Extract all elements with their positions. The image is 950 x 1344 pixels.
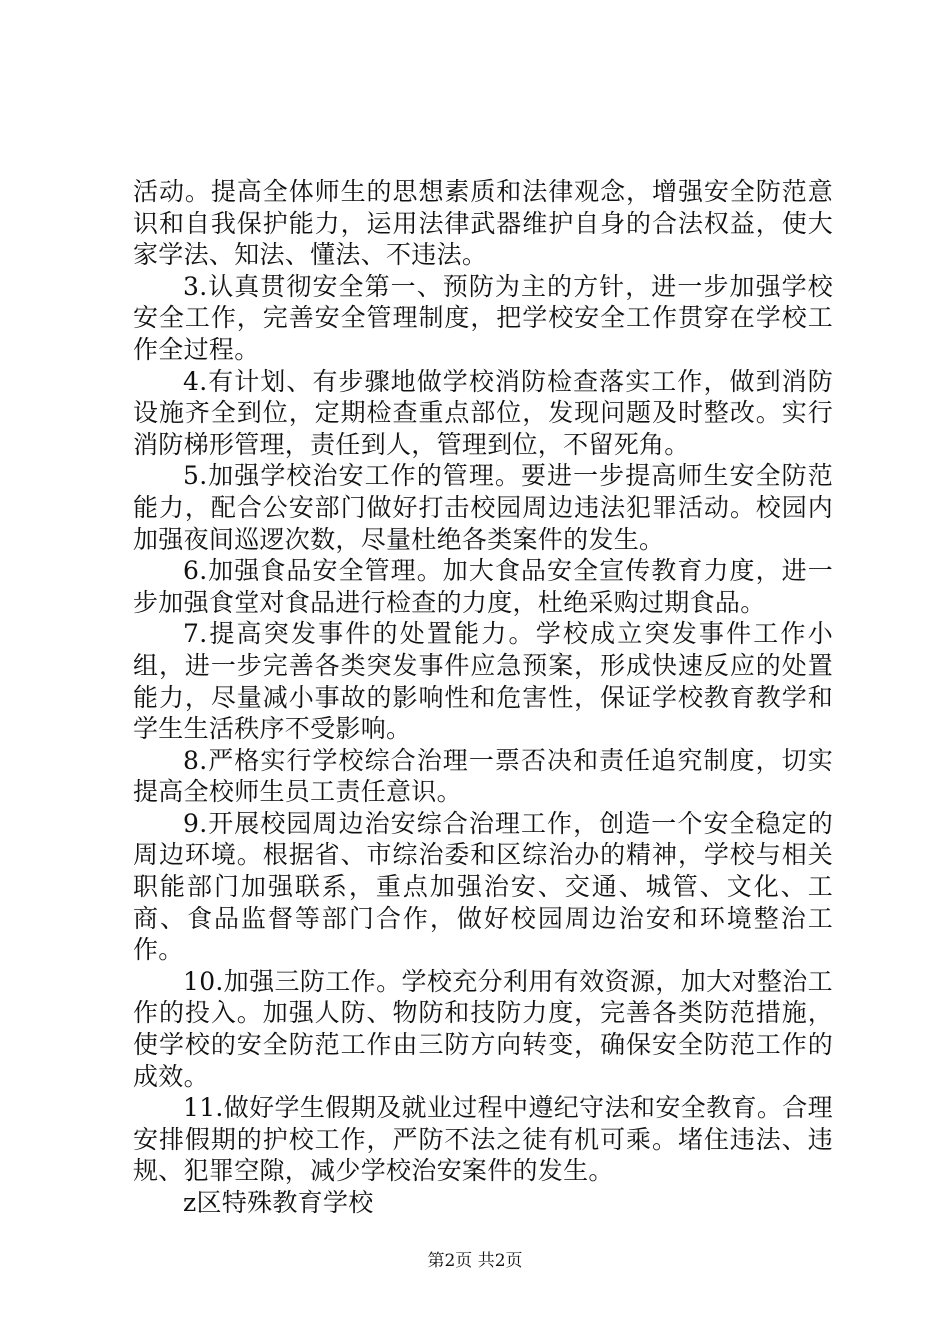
paragraph-item-7: 7.提高突发事件的处置能力。学校成立突发事件工作小组，进一步完善各类突发事件应急预案，形成快速反应的处置能力，尽量减小事故的影响性和危害性，保证学校教育教学和学生生活秩序不受影响。 — [133, 619, 833, 744]
paragraph-item-10: 10.加强三防工作。学校充分利用有效资源，加大对整治工作的投入。加强人防、物防和技防力度，完善各类防范措施，使学校的安全防范工作由三防方向转变，确保安全防范工作的成效。 — [133, 966, 833, 1091]
page-footer: 第2页 共2页 — [427, 1251, 523, 1271]
paragraph-item-11: 11.做好学生假期及就业过程中遵纪守法和安全教育。合理安排假期的护校工作，严防不法之徒有机可乘。堵住违法、违规、犯罪空隙，减少学校治安案件的发生。 — [133, 1093, 833, 1186]
paragraph-item-8: 8.严格实行学校综合治理一票否决和责任追究制度，切实提高全校师生员工责任意识。 — [133, 745, 833, 807]
paragraph-item-9: 9.开展校园周边治安综合治理工作，创造一个安全稳定的周边环境。根据省、市综治委和区综治办的精神，学校与相关职能部门加强联系，重点加强治安、交通、城管、文化、工商、食品监督等部门合作，做好校园周边治安和环境整治工作。 — [133, 808, 833, 965]
document-body — [133, 176, 833, 1219]
paragraph-item-4: 4.有计划、有步骤地做学校消防检查落实工作，做到消防设施齐全到位，定期检查重点部位，发现问题及时整改。实行消防梯形管理，责任到人，管理到位，不留死角。 — [133, 366, 833, 459]
paragraph-continuation: 活动。提高全体师生的思想素质和法律观念，增强安全防范意识和自我保护能力，运用法律武器维护自身的合法权益，使大家学法、知法、懂法、不违法。 — [133, 177, 833, 270]
paragraph-item-6: 6.加强食品安全管理。加大食品安全宣传教育力度，进一步加强食堂对食品进行检查的力度，杜绝采购过期食品。 — [133, 556, 833, 617]
signature-school-name: z区特殊教育学校 — [183, 1188, 374, 1217]
paragraph-item-3: 3.认真贯彻安全第一、预防为主的方针，进一步加强学校安全工作，完善安全管理制度，把学校安全工作贯穿在学校工作全过程。 — [133, 271, 833, 364]
paragraph-item-5: 5.加强学校治安工作的管理。要进一步提高师生安全防范能力，配合公安部门做好打击校园周边违法犯罪活动。校园内加强夜间巡逻次数，尽量杜绝各类案件的发生。 — [133, 461, 833, 554]
